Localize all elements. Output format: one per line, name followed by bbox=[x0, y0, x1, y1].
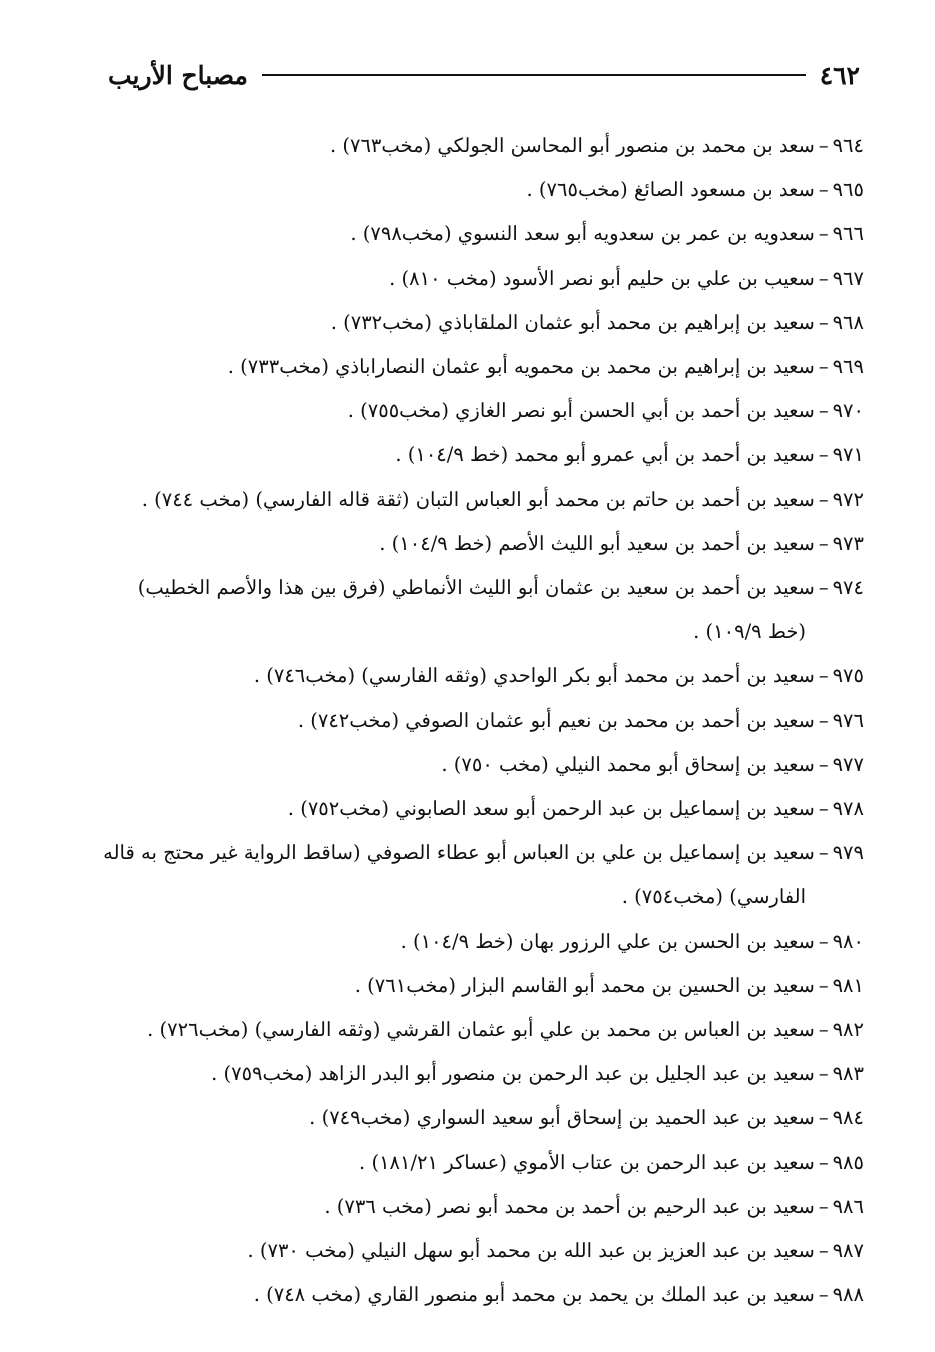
entry-text: سعيد بن أحمد بن أبي عمرو أبو محمد (خط ١٠٤/٩) . bbox=[395, 443, 815, 467]
entry-list bbox=[98, 124, 864, 1317]
entry bbox=[98, 345, 864, 389]
entry-number: ٩٦٧ bbox=[832, 266, 864, 290]
entry-dash: – bbox=[818, 1194, 829, 1218]
entry-number: ٩٧٧ bbox=[832, 752, 864, 776]
entry-text: سعيد بن إبراهيم بن محمد بن محمويه أبو عثمان النصاراباذي (مخب٧٣٣) . bbox=[227, 355, 815, 379]
entry-number: ٩٧٦ bbox=[832, 708, 864, 732]
entry-number: ٩٧١ bbox=[832, 443, 864, 467]
entry-dash: – bbox=[818, 664, 829, 688]
entry bbox=[98, 699, 864, 743]
entry bbox=[98, 920, 864, 964]
entry-dash: – bbox=[818, 576, 829, 600]
entry-dash: – bbox=[818, 222, 829, 246]
entry-text: سعيد بن عبد الرحيم بن أحمد بن محمد أبو نصر (مخب ٧٣٦) . bbox=[324, 1194, 815, 1218]
entry-number: ٩٨٥ bbox=[832, 1150, 864, 1174]
entry-dash: – bbox=[818, 443, 829, 467]
entry bbox=[98, 566, 864, 654]
entry-number: ٩٨٤ bbox=[832, 1106, 864, 1130]
entry-number: ٩٦٦ bbox=[832, 222, 864, 246]
entry-text: سعيب بن علي بن حليم أبو نصر الأسود (مخب ٨١٠) . bbox=[389, 266, 815, 290]
entry bbox=[98, 257, 864, 301]
entry-dash: – bbox=[818, 752, 829, 776]
entry-number: ٩٨٠ bbox=[832, 929, 864, 953]
entry-text: سعيد بن عبد العزيز بن عبد الله بن محمد أبو سهل النيلي (مخب ٧٣٠) . bbox=[247, 1239, 815, 1263]
entry bbox=[98, 478, 864, 522]
entry-text: سعيد بن عبد الحميد بن إسحاق أبو سعيد السواري (مخب٧٤٩) . bbox=[309, 1106, 815, 1130]
entry-text: سعيد بن أحمد بن أبي الحسن أبو نصر الغازي (مخب٧٥٥) . bbox=[347, 399, 815, 423]
entry-text: سعدويه بن عمر بن سعدويه أبو سعد النسوي (مخب٧٩٨) . bbox=[350, 222, 815, 246]
entry-number: ٩٦٨ bbox=[832, 310, 864, 334]
entry-dash: – bbox=[818, 797, 829, 821]
entry bbox=[98, 212, 864, 256]
entry-text: سعيد بن عبد الجليل بن عبد الرحمن بن منصور أبو البدر الزاهد (مخب٧٥٩) . bbox=[211, 1062, 815, 1086]
entry bbox=[98, 787, 864, 831]
entry-number: ٩٧٩ bbox=[832, 841, 864, 865]
entry-dash: – bbox=[818, 1062, 829, 1086]
entry-number: ٩٨١ bbox=[832, 973, 864, 997]
entry-dash: – bbox=[818, 929, 829, 953]
entry-number: ٩٧٨ bbox=[832, 797, 864, 821]
entry-text: سعيد بن إسماعيل بن عبد الرحمن أبو سعد الصابوني (مخب٧٥٢) . bbox=[287, 797, 815, 821]
entry-dash: – bbox=[818, 1018, 829, 1042]
entry bbox=[98, 1008, 864, 1052]
entry-number: ٩٨٢ bbox=[832, 1018, 864, 1042]
entry-text: سعيد بن العباس بن محمد بن علي أبو عثمان القرشي (وثقه الفارسي) (مخب٧٢٦) . bbox=[147, 1018, 815, 1042]
entry-number: ٩٨٣ bbox=[832, 1062, 864, 1086]
entry-number: ٩٦٥ bbox=[832, 178, 864, 202]
entry-dash: – bbox=[818, 487, 829, 511]
entry bbox=[98, 743, 864, 787]
entry bbox=[98, 654, 864, 698]
entry-text: سعيد بن إبراهيم بن محمد أبو عثمان الملقاباذي (مخب٧٣٢) . bbox=[330, 310, 815, 334]
entry-text: سعيد بن إسماعيل بن علي بن العباس أبو عطاء الصوفي (ساقط الرواية غير محتج به قاله الفارسي) (مخب٧٥٤) . bbox=[103, 841, 815, 909]
entry-number: ٩٧٠ bbox=[832, 399, 864, 423]
entry-text: سعيد بن الحسن بن علي الرزور بهان (خط ١٠٤/٩) . bbox=[400, 929, 815, 953]
entry bbox=[98, 433, 864, 477]
entry-text: سعد بن محمد بن منصور أبو المحاسن الجولكي (مخب٧٦٣) . bbox=[329, 134, 815, 157]
entry-dash: – bbox=[818, 973, 829, 997]
entry-dash: – bbox=[818, 134, 829, 157]
entry-dash: – bbox=[818, 399, 829, 423]
entry-number: ٩٧٣ bbox=[832, 531, 864, 555]
entry-number: ٩٧٥ bbox=[832, 664, 864, 688]
entry bbox=[98, 301, 864, 345]
page-number: ٤٦٢ bbox=[819, 60, 860, 90]
entry-dash: – bbox=[818, 1150, 829, 1174]
entry bbox=[98, 1229, 864, 1273]
entry bbox=[98, 124, 864, 168]
entry bbox=[98, 1185, 864, 1229]
entry-text: سعيد بن أحمد بن محمد أبو بكر الواحدي (وثقه الفارسي) (مخب٧٤٦) . bbox=[253, 664, 815, 688]
entry-text: سعيد بن أحمد بن سعيد بن عثمان أبو الليث الأنماطي (فرق بين هذا والأصم الخطيب) (خط ١٠٩/٩) . bbox=[137, 576, 815, 644]
entry-text: سعيد بن عبد الملك بن يحمد بن محمد أبو منصور القاري (مخب ٧٤٨) . bbox=[253, 1283, 815, 1307]
entry bbox=[98, 964, 864, 1008]
entry bbox=[98, 1273, 864, 1317]
entry-text: سعيد بن أحمد بن سعيد أبو الليث الأصم (خط ١٠٤/٩) . bbox=[379, 531, 815, 555]
entry-dash: – bbox=[818, 708, 829, 732]
entry-dash: – bbox=[818, 1239, 829, 1263]
entry-dash: – bbox=[818, 841, 829, 865]
entry-text: سعيد بن إسحاق أبو محمد النيلي (مخب ٧٥٠) . bbox=[441, 752, 815, 776]
page-header bbox=[108, 56, 860, 94]
entry bbox=[98, 1141, 864, 1185]
entry-text: سعيد بن عبد الرحمن بن عتاب الأموي (عساكر ١٨١/٢١) . bbox=[359, 1150, 815, 1174]
entry bbox=[98, 168, 864, 212]
entry bbox=[98, 389, 864, 433]
entry bbox=[98, 1052, 864, 1096]
book-title: مصباح الأريب bbox=[108, 60, 248, 90]
entry-dash: – bbox=[818, 266, 829, 290]
entry-dash: – bbox=[818, 1106, 829, 1130]
entry bbox=[98, 831, 864, 919]
entry-number: ٩٦٤ bbox=[832, 134, 864, 157]
entry-number: ٩٨٧ bbox=[832, 1239, 864, 1263]
entry-text: سعيد بن أحمد بن حاتم بن محمد أبو العباس التبان (ثقة قاله الفارسي) (مخب ٧٤٤) . bbox=[141, 487, 815, 511]
header-rule bbox=[262, 74, 806, 76]
entry-text: سعيد بن أحمد بن محمد بن نعيم أبو عثمان الصوفي (مخب٧٤٢) . bbox=[297, 708, 815, 732]
entry-number: ٩٨٨ bbox=[832, 1283, 864, 1307]
entry-dash: – bbox=[818, 178, 829, 202]
entry-number: ٩٧٢ bbox=[832, 487, 864, 511]
entry-number: ٩٧٤ bbox=[832, 576, 864, 600]
entry-dash: – bbox=[818, 531, 829, 555]
entry-dash: – bbox=[818, 1283, 829, 1307]
entry-dash: – bbox=[818, 310, 829, 334]
entry bbox=[98, 522, 864, 566]
entry-text: سعد بن مسعود الصائغ (مخب٧٦٥) . bbox=[526, 178, 815, 202]
entry-number: ٩٨٦ bbox=[832, 1194, 864, 1218]
entry bbox=[98, 1096, 864, 1140]
entry-dash: – bbox=[818, 355, 829, 379]
entry-number: ٩٦٩ bbox=[832, 355, 864, 379]
entry-text: سعيد بن الحسين بن محمد أبو القاسم البزار (مخب٧٦١) . bbox=[354, 973, 815, 997]
